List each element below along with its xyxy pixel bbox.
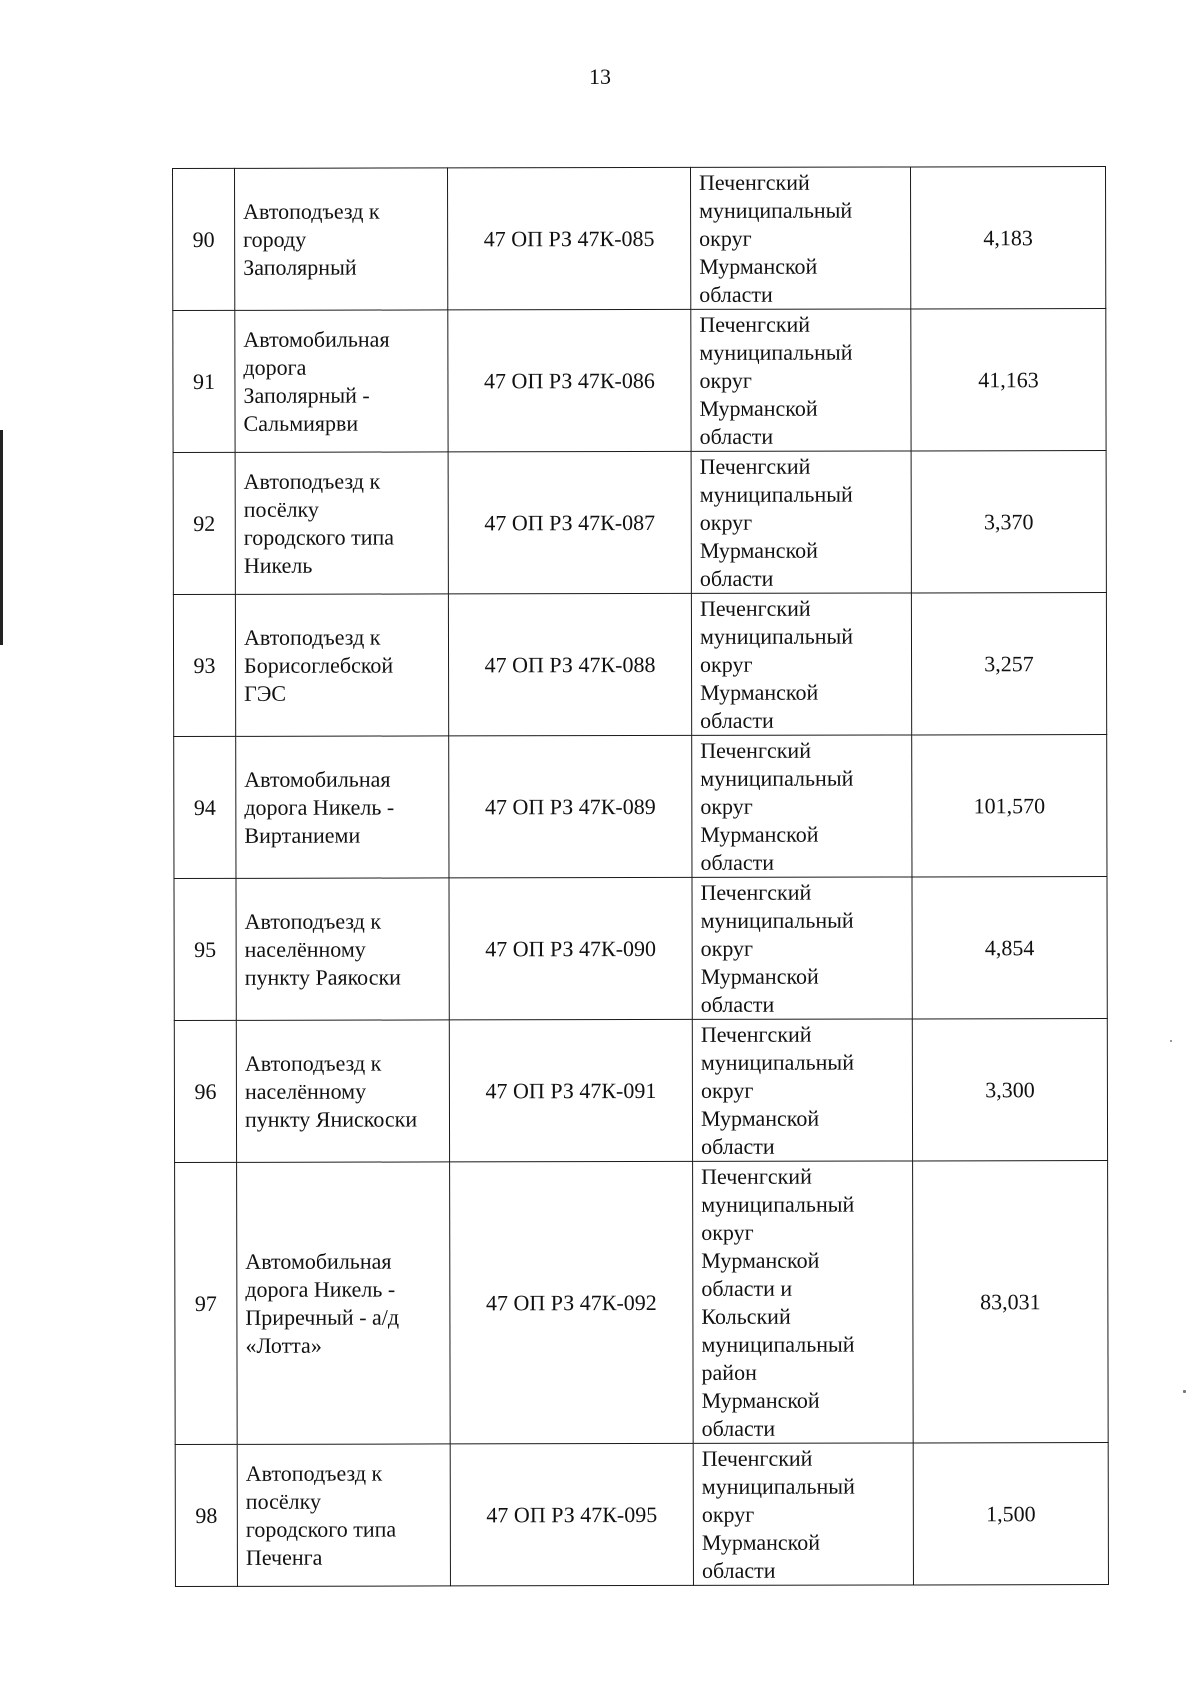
row-number: 90 <box>192 226 215 252</box>
district-line: муниципальный <box>699 197 853 223</box>
road-code-cell <box>448 167 691 310</box>
road-name-line: Автомобильная <box>244 766 391 792</box>
row-number: 96 <box>194 1078 217 1104</box>
district-line: Мурманской <box>699 253 818 279</box>
district-cell <box>692 735 912 877</box>
table-row <box>173 309 1106 453</box>
road-code-cell <box>450 1443 693 1586</box>
district-line: Мурманской <box>700 679 819 705</box>
road-name-cell <box>236 878 449 1020</box>
district-line: области и <box>701 1275 793 1301</box>
road-name-cell <box>236 736 449 878</box>
road-name-line: Автоподъезд к <box>244 1050 382 1076</box>
district-line: округ <box>699 367 752 393</box>
road-name-cell <box>235 168 448 310</box>
row-number-cell <box>175 1162 238 1444</box>
table-row <box>174 877 1107 1021</box>
road-name-line: Заполярный <box>243 254 357 280</box>
road-code-cell <box>448 593 691 736</box>
district-cell <box>691 309 911 451</box>
district-cell <box>691 451 911 593</box>
road-code: 47 ОП РЗ 47К-088 <box>484 651 656 677</box>
row-number-cell <box>173 310 235 452</box>
row-number: 98 <box>195 1502 218 1528</box>
road-name-line: посёлку <box>245 1488 322 1514</box>
district-cell <box>692 1019 912 1161</box>
row-number: 93 <box>193 652 216 678</box>
road-code: 47 ОП РЗ 47К-092 <box>485 1289 657 1315</box>
road-name-line: дорога Никель - <box>245 1276 396 1302</box>
road-code: 47 ОП РЗ 47К-085 <box>483 225 655 251</box>
scan-speck <box>1183 1390 1186 1393</box>
district-line: Мурманской <box>700 821 819 847</box>
road-length: 3,300 <box>985 1076 1035 1102</box>
road-name-line: дорога <box>243 354 307 380</box>
district-line: округ <box>700 651 753 677</box>
row-number: 94 <box>193 794 216 820</box>
road-code-cell <box>448 309 691 452</box>
road-name-line: населённому <box>244 1078 367 1104</box>
district-line: муниципальный <box>701 1473 855 1499</box>
district-line: район <box>701 1359 757 1385</box>
table-row <box>173 451 1106 595</box>
road-length: 4,183 <box>983 224 1033 250</box>
row-number-cell <box>173 452 235 594</box>
road-name-line: городского типа <box>245 1516 397 1542</box>
road-code-cell <box>450 1161 694 1444</box>
road-length-cell <box>912 735 1107 877</box>
road-length-cell <box>912 877 1107 1019</box>
road-length: 83,031 <box>980 1288 1041 1314</box>
road-name-line: Автоподъезд к <box>245 1460 383 1486</box>
row-number-cell <box>174 878 236 1020</box>
road-length-cell <box>913 1161 1109 1443</box>
road-name-line: городу <box>243 226 307 252</box>
district-line: округ <box>700 793 753 819</box>
district-line: муниципальный <box>700 1049 854 1075</box>
road-name-line: «Лотта» <box>245 1332 322 1358</box>
road-length: 1,500 <box>986 1500 1036 1526</box>
road-name-line: населённому <box>244 936 366 962</box>
district-line: Печенгский <box>700 737 811 763</box>
table-row <box>175 1443 1108 1587</box>
district-line: области <box>699 565 774 591</box>
row-number: 92 <box>193 510 216 536</box>
row-number-cell <box>174 736 236 878</box>
road-name-line: пункту Янискоски <box>244 1105 418 1132</box>
district-line: области <box>701 1557 776 1583</box>
road-name-line: Виртаниеми <box>244 822 361 848</box>
district-line: Мурманской <box>700 1105 820 1131</box>
road-code: 47 ОП РЗ 47К-091 <box>485 1077 657 1103</box>
district-line: Печенгский <box>699 595 811 621</box>
road-name-cell <box>235 594 448 736</box>
district-line: Печенгский <box>701 1163 812 1189</box>
district-line: области <box>700 849 775 875</box>
district-line: области <box>699 281 773 307</box>
road-name-line: городского типа <box>243 524 395 550</box>
roads-table-body <box>173 167 1109 1587</box>
district-line: области <box>701 1133 775 1159</box>
road-length-cell <box>911 451 1106 593</box>
district-line: Мурманской <box>699 537 818 563</box>
roads-table <box>172 166 1109 1587</box>
road-name-line: Автомобильная <box>243 326 390 352</box>
district-line: округ <box>701 1219 754 1245</box>
district-line: Печенгский <box>699 169 810 195</box>
row-number-cell <box>175 1444 237 1586</box>
district-line: округ <box>700 1077 754 1103</box>
road-code-cell <box>449 1019 692 1162</box>
road-name-cell <box>235 452 448 594</box>
road-name-cell <box>237 1162 451 1444</box>
road-code: 47 ОП РЗ 47К-090 <box>485 935 657 961</box>
road-code: 47 ОП РЗ 47К-086 <box>484 367 655 393</box>
road-code: 47 ОП РЗ 47К-087 <box>484 509 656 535</box>
row-number: 91 <box>192 368 215 394</box>
district-line: Кольский <box>701 1303 791 1329</box>
district-line: округ <box>699 509 753 535</box>
road-name-line: Автоподъезд к <box>243 198 380 224</box>
road-length: 41,163 <box>978 366 1039 392</box>
district-line: муниципальный <box>699 339 853 365</box>
table-row <box>173 593 1106 737</box>
road-code: 47 ОП РЗ 47К-089 <box>484 793 656 819</box>
district-line: округ <box>701 1501 755 1527</box>
table-row <box>173 167 1106 311</box>
district-line: округ <box>700 935 754 961</box>
district-line: Мурманской <box>700 963 819 989</box>
district-cell <box>691 593 911 735</box>
district-line: области <box>699 423 774 449</box>
page-number: 13 <box>589 64 611 89</box>
scan-speck <box>1170 1040 1172 1042</box>
road-code-cell <box>448 451 691 594</box>
district-cell <box>693 1443 913 1585</box>
road-name-cell <box>237 1444 450 1586</box>
road-name-line: дорога Никель - <box>244 794 395 820</box>
district-line: Печенгский <box>701 1445 813 1471</box>
district-line: Мурманской <box>701 1387 820 1413</box>
road-length-cell <box>913 1443 1108 1585</box>
table-row <box>175 1161 1109 1445</box>
district-line: округ <box>699 225 752 251</box>
scan-edge-mark <box>0 430 3 645</box>
road-code-cell <box>449 735 692 878</box>
district-line: области <box>700 707 774 733</box>
road-length-cell <box>912 1019 1107 1161</box>
district-line: Печенгский <box>699 453 811 479</box>
district-cell <box>692 877 912 1019</box>
district-line: муниципальный <box>700 765 854 791</box>
road-name-line: Заполярный - <box>243 382 370 408</box>
road-name-line: Автоподъезд к <box>243 624 381 650</box>
district-line: муниципальный <box>701 1331 855 1357</box>
road-name-line: Сальмиярви <box>243 410 359 436</box>
road-name-line: посёлку <box>243 496 319 522</box>
district-line: Печенгский <box>700 1021 812 1047</box>
road-name-line: Автоподъезд к <box>244 908 382 934</box>
road-name-cell <box>236 1020 449 1162</box>
road-length-cell <box>910 167 1105 309</box>
road-name-line: пункту Раякоски <box>244 964 401 990</box>
district-line: области <box>700 991 775 1017</box>
row-number-cell <box>174 1020 236 1162</box>
district-cell <box>693 1161 914 1443</box>
road-name-line: Никель <box>243 552 313 578</box>
road-length: 4,854 <box>984 934 1035 960</box>
road-length: 3,257 <box>984 650 1034 676</box>
table-row <box>174 1019 1107 1163</box>
table-row <box>174 735 1107 879</box>
road-length-cell <box>911 593 1106 735</box>
row-number: 95 <box>194 936 217 962</box>
road-length-cell <box>911 309 1106 451</box>
district-line: муниципальный <box>700 907 854 933</box>
district-line: муниципальный <box>699 481 853 507</box>
district-line: Мурманской <box>699 395 818 421</box>
district-line: области <box>701 1415 776 1441</box>
road-code: 47 ОП РЗ 47К-095 <box>486 1501 658 1527</box>
district-line: Печенгский <box>699 311 811 337</box>
road-length: 101,570 <box>973 792 1046 818</box>
road-name-line: Автоподъезд к <box>243 468 381 494</box>
row-number: 97 <box>194 1290 217 1316</box>
district-line: Мурманской <box>701 1529 821 1555</box>
district-line: Мурманской <box>701 1247 820 1273</box>
district-line: муниципальный <box>699 623 854 649</box>
district-cell <box>690 167 910 309</box>
road-name-line: Печенга <box>245 1544 323 1570</box>
row-number-cell <box>173 594 235 736</box>
road-name-line: Борисоглебской <box>244 652 394 678</box>
row-number-cell <box>173 168 235 310</box>
district-line: муниципальный <box>701 1191 855 1217</box>
road-name-line: Автомобильная <box>245 1248 392 1274</box>
road-name-line: ГЭС <box>244 680 287 706</box>
road-name-cell <box>235 310 448 452</box>
road-length: 3,370 <box>983 508 1034 534</box>
road-code-cell <box>449 877 692 1020</box>
district-line: Печенгский <box>700 879 812 905</box>
road-name-line: Приречный - а/д <box>245 1304 400 1330</box>
